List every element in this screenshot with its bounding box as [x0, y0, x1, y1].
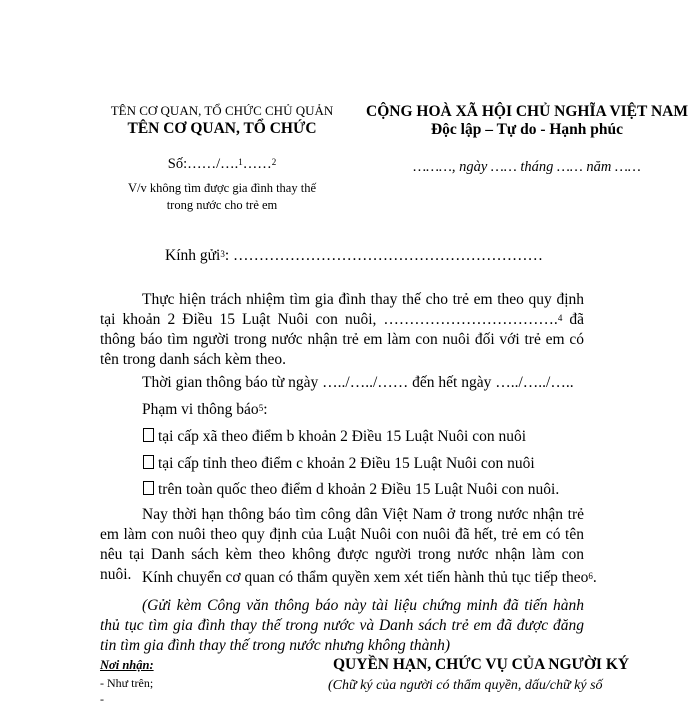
issuing-agency-block: [98, 103, 346, 214]
option-commune[interactable]: [143, 427, 526, 446]
paragraph-forward: [142, 569, 597, 587]
subject-line-1: V/v không tìm được gia đình thay thế: [127, 181, 316, 195]
paragraph-forward-period: .: [592, 569, 597, 586]
paragraph-intro-part1: Thực hiện trách nhiệm tìm gia đình thay thế cho trẻ em theo quy định tại khoản 2 Điều 15 Luật Nuôi con nuôi, …………………………….: [100, 291, 584, 328]
footnote-ref-3: 3: [220, 248, 225, 259]
option-nationwide[interactable]: [143, 480, 559, 499]
checkbox-province[interactable]: [143, 455, 154, 469]
scope-label-colon: :: [263, 401, 268, 418]
footnote-ref-1: 1: [238, 156, 243, 167]
paragraph-expiry: Nay thời hạn thông báo tìm công dân Việt Nam ở trong nước nhận trẻ em làm con nuôi theo quy định của Luật Nuôi con nuôi đã hết, trẻ em có tên nêu tại Danh sách kèm theo không được người trong nước nhận làm con nuôi.: [100, 506, 584, 583]
national-motto: Độc lập – Tự do - Hạnh phúc: [430, 121, 624, 138]
paragraph-forward-text: Kính chuyển cơ quan có thẩm quyền xem xét tiến hành thủ tục tiếp theo: [142, 569, 589, 586]
doc-number-prefix: Số:……/….: [167, 156, 239, 172]
paragraph-intro-part2: đã thông báo tìm người trong nước nhận trẻ em làm con nuôi đối với trẻ em có tên trong danh sách kèm theo.: [100, 311, 584, 368]
option-province[interactable]: [143, 454, 535, 473]
notice-period-line: Thời gian thông báo từ ngày …../…../…… đến hết ngày …../…../…..: [142, 374, 574, 391]
recipient-item: - Như trên;: [100, 676, 154, 690]
subject-line: [98, 180, 346, 214]
option-commune-label: tại cấp xã theo điểm b khoản 2 Điều 15 Luật Nuôi con nuôi: [158, 428, 527, 445]
signer-title: QUYỀN HẠN, CHỨC VỤ CỦA NGƯỜI KÝ: [333, 656, 630, 673]
footnote-ref-4: 4: [557, 312, 563, 323]
recipient-item: -: [100, 692, 104, 706]
parent-agency-name: TÊN CƠ QUAN, TỔ CHỨC CHỦ QUẢN: [110, 103, 334, 118]
salutation-label: Kính gửi: [165, 247, 221, 264]
paragraph-attachment-note: (Gửi kèm Công văn thông báo này tài liệu chứng minh đã tiến hành thủ tục tìm gia đình thay thế trong nước và Danh sách trẻ em đã được đăng tin tìm gia đình thay thế trong nước nhưng không thành): [100, 597, 584, 654]
recipients-label: Nơi nhận:: [100, 658, 154, 672]
place-date-line: ………, ngày …… tháng …… năm ……: [413, 159, 641, 175]
recipient-placeholder: : ……………………………………………………: [224, 247, 544, 264]
national-header-block: [362, 103, 692, 176]
paragraph-intro: [100, 290, 584, 370]
salutation: [165, 247, 543, 265]
document-number: [98, 156, 346, 173]
agency-name: TÊN CƠ QUAN, TỔ CHỨC: [127, 120, 317, 137]
scope-label: [142, 401, 268, 419]
checkbox-commune[interactable]: [143, 428, 154, 442]
signer-note: (Chữ ký của người có thẩm quyền, dấu/chữ ký số: [328, 678, 603, 693]
checkbox-nationwide[interactable]: [143, 481, 154, 495]
footnote-ref-5: 5: [258, 402, 264, 413]
scope-label-text: Phạm vi thông báo: [142, 401, 259, 418]
option-nationwide-label: trên toàn quốc theo điểm d khoản 2 Điều 15 Luật Nuôi con nuôi.: [158, 481, 560, 498]
option-province-label: tại cấp tỉnh theo điểm c khoản 2 Điều 15 Luật Nuôi con nuôi: [158, 455, 535, 472]
subject-line-2: trong nước cho trẻ em: [166, 198, 278, 212]
footnote-ref-2: 2: [271, 156, 277, 167]
national-title: CỘNG HOÀ XÃ HỘI CHỦ NGHĨA VIỆT NAM: [366, 103, 688, 120]
footnote-ref-6: 6: [588, 570, 593, 581]
doc-number-suffix: ……: [242, 156, 272, 172]
